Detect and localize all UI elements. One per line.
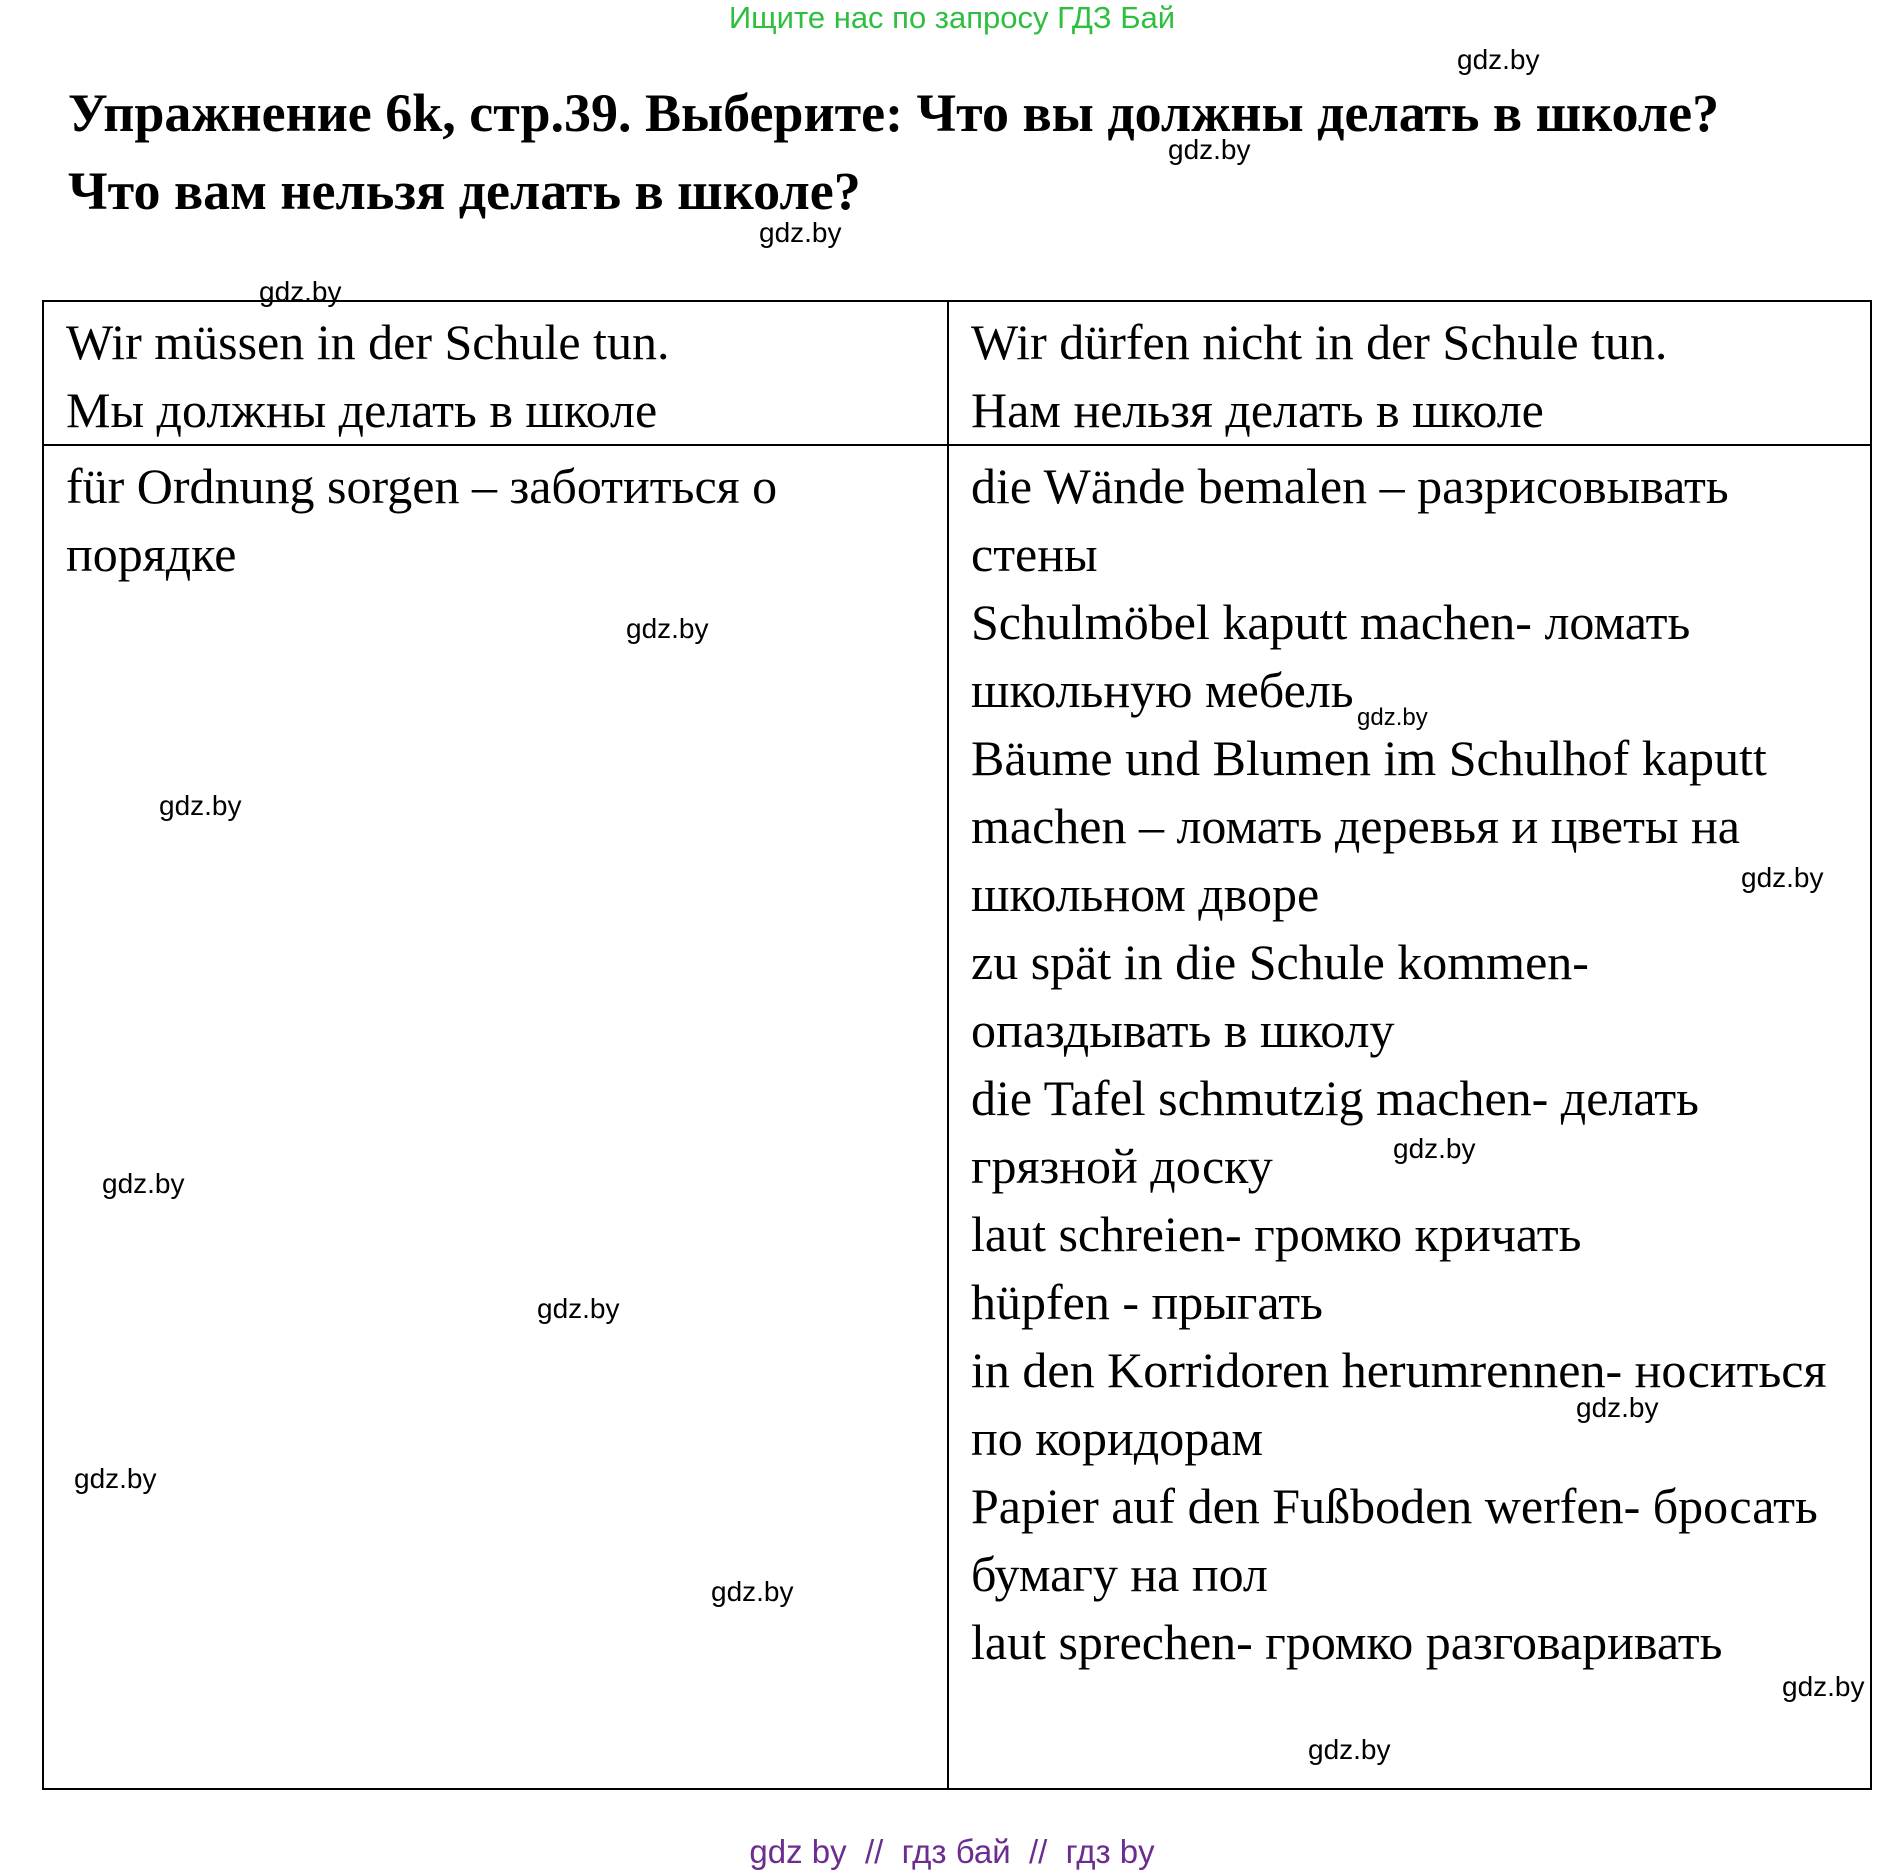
promo-banner: Ищите нас по запросу ГДЗ Бай: [728, 0, 1176, 35]
must-not-do-entry: laut sprechen- громко разговаривать: [971, 1614, 1723, 1670]
must-do-entry: für Ordnung sorgen – заботиться о порядке: [66, 458, 778, 582]
table-body-row: [43, 445, 1871, 1789]
must-not-do-entry: zu spät in die Schule kommen- опаздывать в школу: [971, 934, 1589, 1058]
watermark: gdz.by: [1357, 704, 1428, 731]
must-not-do-entry: Schulmöbel kaputt machen- ломать школьную мебель: [971, 594, 1691, 718]
must-not-do-entry: in den Korridoren herumrennen- носиться по коридорам: [971, 1342, 1827, 1466]
must-not-do-entry: Papier auf den Fußboden werfen- бросать бумагу на пол: [971, 1478, 1818, 1602]
must-do-column-header: [43, 301, 948, 445]
watermark: gdz.by: [537, 1293, 620, 1324]
watermark: gdz.by: [626, 613, 709, 644]
watermark: gdz.by: [102, 1168, 185, 1199]
watermark: gdz.by: [1782, 1671, 1865, 1702]
must-not-do-cell: [948, 445, 1871, 1789]
watermark: gdz.by: [1576, 1392, 1659, 1423]
must-not-do-column-header: [948, 301, 1871, 445]
must-do-header-de: Wir müssen in der Schule tun.: [66, 314, 670, 370]
watermark: gdz.by: [1741, 862, 1824, 893]
must-do-cell: [43, 445, 948, 1789]
watermark: gdz.by: [1393, 1133, 1476, 1164]
must-not-do-entry: hüpfen - прыгать: [971, 1274, 1323, 1330]
watermark: gdz.by: [74, 1463, 157, 1494]
exercise-table: [42, 300, 1872, 1790]
watermark: gdz.by: [759, 217, 842, 248]
must-do-header-ru: Мы должны делать в школе: [66, 382, 658, 438]
must-not-do-entry: Bäume und Blumen im Schulhof kaputt machen – ломать деревья и цветы на школьном дворе: [971, 730, 1767, 922]
must-not-do-entry: die Tafel schmutzig machen- делать грязной доску: [971, 1070, 1699, 1194]
must-not-do-header-ru: Нам нельзя делать в школе: [971, 382, 1544, 438]
watermark: gdz.by: [259, 276, 342, 307]
exercise-heading: Упражнение 6k, стр.39. Выберите: Что вы должны делать в школе? Что вам нельзя делать в школе?: [68, 83, 1720, 221]
must-not-do-entry: die Wände bemalen – разрисовывать стены: [971, 458, 1729, 582]
watermark: gdz.by: [1168, 134, 1251, 165]
watermark: gdz.by: [159, 790, 242, 821]
table-header-row: [43, 301, 1871, 445]
must-not-do-header-de: Wir dürfen nicht in der Schule tun.: [971, 314, 1668, 370]
footer-site-links: gdz by // гдз бай // гдз by: [749, 1833, 1155, 1870]
must-not-do-entry: laut schreien- громко кричать: [971, 1206, 1582, 1262]
watermark: gdz.by: [711, 1576, 794, 1607]
watermark: gdz.by: [1308, 1734, 1391, 1765]
watermark: gdz.by: [1457, 44, 1540, 75]
